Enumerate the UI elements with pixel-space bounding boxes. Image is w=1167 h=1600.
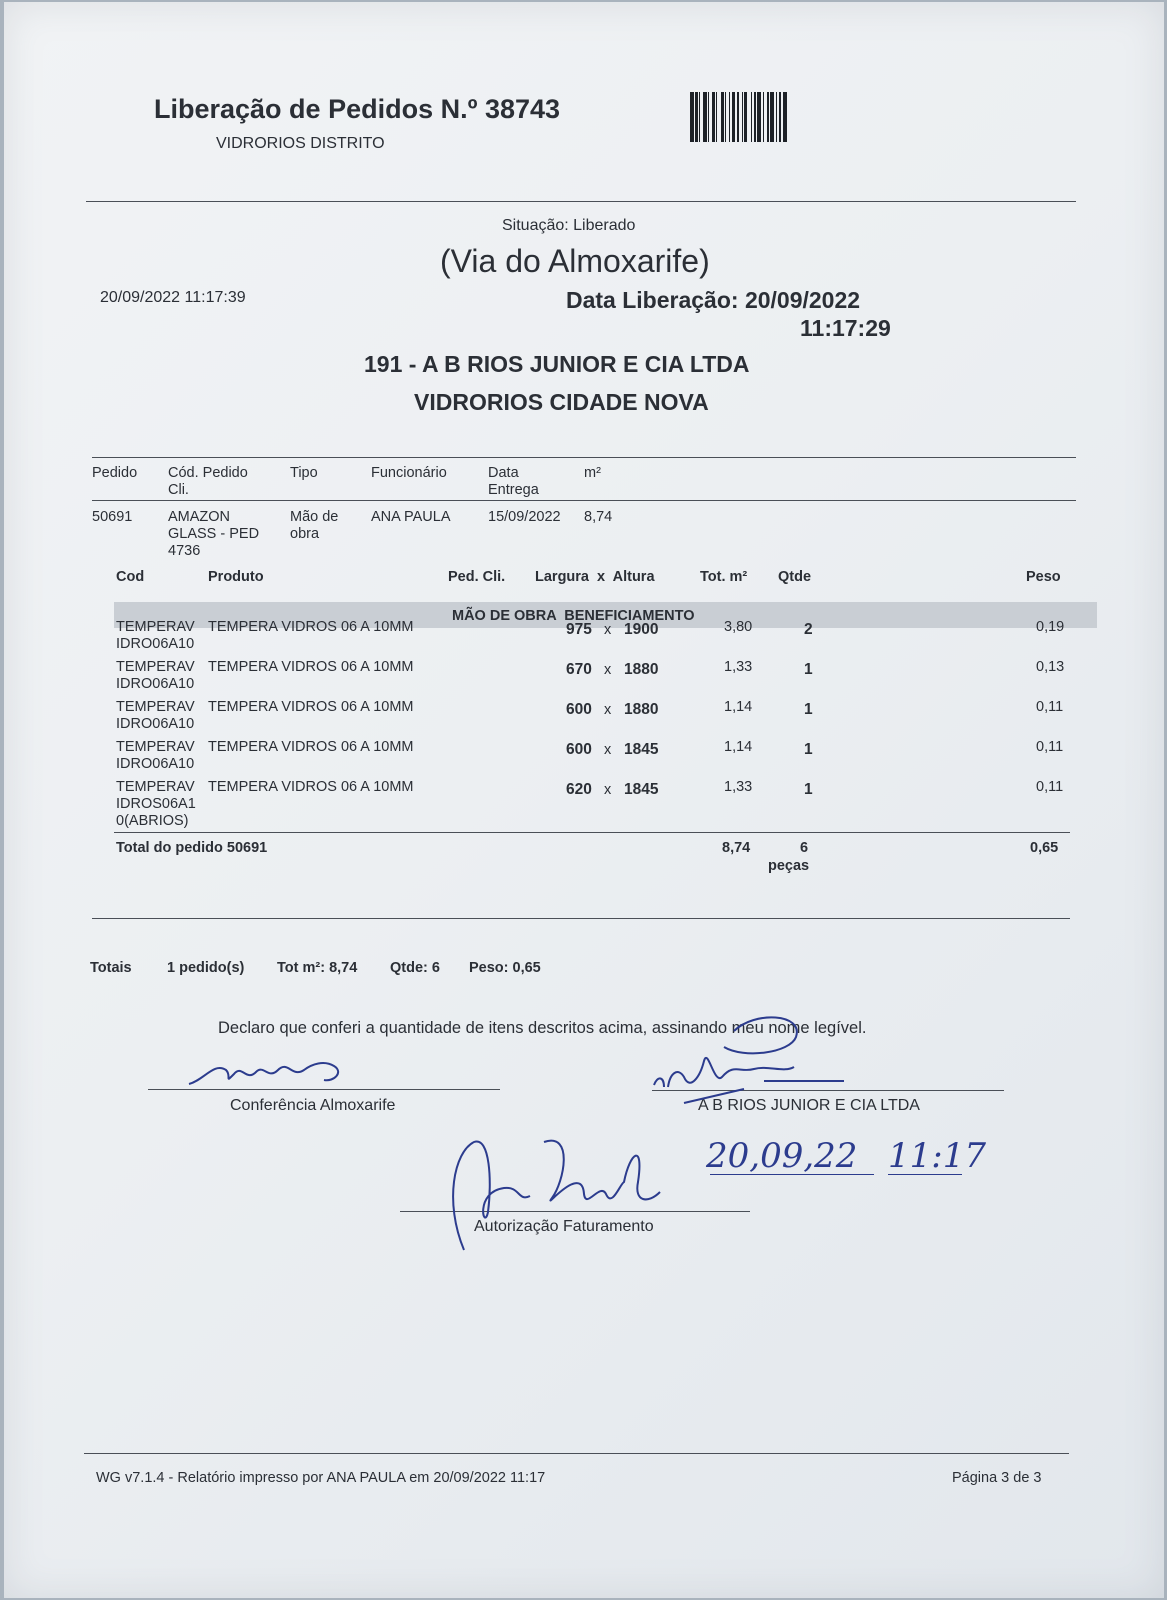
- item-cod-line2: IDRO06A10: [116, 636, 195, 652]
- items-header-cod: Cod: [116, 569, 145, 585]
- signature-label-left: Conferência Almoxarife: [230, 1097, 396, 1114]
- col-header-funcionario: Funcionário: [371, 465, 447, 481]
- footer-printed-by: WG v7.1.4 - Relatório impresso por ANA PAULA em 20/09/2022 11:17: [96, 1470, 546, 1486]
- item-totm2: 1,33: [724, 659, 753, 675]
- item-x: x: [604, 622, 612, 638]
- item-x: x: [604, 702, 612, 718]
- group-label: MÃO DE OBRA BENEFICIAMENTO: [452, 608, 695, 624]
- col-header-pedido: Pedido: [92, 465, 138, 481]
- item-totm2: 3,80: [724, 619, 753, 635]
- totals-divider: [92, 918, 1070, 919]
- item-cod-line1: TEMPERAV: [116, 659, 195, 675]
- order-funcionario: ANA PAULA: [371, 509, 451, 525]
- barcode: [690, 92, 866, 142]
- item-qtde: 2: [804, 621, 813, 638]
- order-tipo-line1: Mão de: [290, 509, 339, 525]
- item-produto: TEMPERA VIDROS 06 A 10MM: [208, 779, 414, 795]
- item-qtde: 1: [804, 701, 813, 718]
- item-peso: 0,11: [1036, 739, 1064, 755]
- totals-label: Totais: [90, 960, 132, 976]
- item-cod-line3: 0(ABRIOS): [116, 813, 189, 829]
- col-header-cod-pedido: Cód. Pedido: [168, 465, 248, 481]
- item-produto: TEMPERA VIDROS 06 A 10MM: [208, 659, 414, 675]
- order-pedido: 50691: [92, 509, 133, 525]
- item-cod-line2: IDRO06A10: [116, 716, 195, 732]
- item-cod-line1: TEMPERAV: [116, 739, 195, 755]
- item-produto: TEMPERA VIDROS 06 A 10MM: [208, 739, 414, 755]
- totals-pedidos: 1 pedido(s): [167, 960, 245, 976]
- order-table-header-divider: [92, 500, 1076, 501]
- item-cod-line1: TEMPERAV: [116, 619, 195, 635]
- item-largura: 600: [566, 701, 592, 718]
- client-name: 191 - A B RIOS JUNIOR E CIA LTDA: [364, 351, 750, 377]
- signature-label-center: Autorização Faturamento: [474, 1218, 654, 1235]
- item-largura: 600: [566, 741, 592, 758]
- item-peso: 0,11: [1036, 699, 1064, 715]
- item-peso: 0,11: [1036, 779, 1064, 795]
- item-altura: 1880: [624, 661, 659, 678]
- order-tipo-line2: obra: [290, 526, 320, 542]
- totals-peso: Peso: 0,65: [469, 960, 541, 976]
- release-time: 11:17:29: [800, 315, 891, 341]
- item-altura: 1845: [624, 741, 659, 758]
- footer-divider: [84, 1453, 1069, 1454]
- handwritten-time: 11:17: [888, 1136, 986, 1176]
- col-header-m2: m²: [584, 465, 601, 481]
- col-header-cli: Cli.: [168, 482, 189, 498]
- item-largura: 620: [566, 781, 592, 798]
- item-x: x: [604, 662, 612, 678]
- item-cod-line2: IDROS06A1: [116, 796, 196, 812]
- item-produto: TEMPERA VIDROS 06 A 10MM: [208, 699, 414, 715]
- item-totm2: 1,33: [724, 779, 753, 795]
- item-largura: 670: [566, 661, 592, 678]
- signature-scribble-left: [184, 1052, 364, 1092]
- item-x: x: [604, 782, 612, 798]
- item-largura: 975: [566, 621, 592, 638]
- signature-label-right: A B RIOS JUNIOR E CIA LTDA: [698, 1097, 920, 1114]
- signature-scribble-right: [644, 1007, 874, 1117]
- item-altura: 1880: [624, 701, 659, 718]
- document-page: [4, 2, 1164, 1598]
- item-peso: 0,13: [1036, 659, 1065, 675]
- release-date: Data Liberação: 20/09/2022: [566, 287, 861, 313]
- item-totm2: 1,14: [724, 699, 753, 715]
- item-produto: TEMPERA VIDROS 06 A 10MM: [208, 619, 414, 635]
- item-qtde: 1: [804, 741, 813, 758]
- order-cod-line3: 4736: [168, 543, 201, 559]
- printed-datetime: 20/09/2022 11:17:39: [100, 289, 246, 306]
- col-header-tipo: Tipo: [290, 465, 318, 481]
- items-header-dims: Largura x Altura: [535, 569, 655, 585]
- items-header-produto: Produto: [208, 569, 264, 585]
- handwritten-underline-date: [710, 1174, 874, 1175]
- order-total-m2: 8,74: [722, 840, 751, 856]
- totals-m2: Tot m²: 8,74: [277, 960, 358, 976]
- item-totm2: 1,14: [724, 739, 753, 755]
- copy-type-label: (Via do Almoxarife): [440, 243, 710, 279]
- order-total-qtde-unit: peças: [768, 858, 810, 874]
- order-total-label: Total do pedido 50691: [116, 840, 268, 856]
- order-m2: 8,74: [584, 509, 613, 525]
- situation-label: Situação: Liberado: [502, 217, 636, 234]
- declaration-text: Declaro que conferi a quantidade de itens descritos acima, assinando meu nome legível.: [218, 1019, 867, 1037]
- item-cod-line2: IDRO06A10: [116, 756, 195, 772]
- order-cod-line2: GLASS - PED: [168, 526, 260, 542]
- item-cod-line1: TEMPERAV: [116, 779, 195, 795]
- order-total-qtde: 6: [800, 840, 809, 856]
- handwritten-underline-time: [888, 1174, 962, 1175]
- barcode-bar: [787, 92, 788, 142]
- item-cod-line1: TEMPERAV: [116, 699, 195, 715]
- order-table-top-divider: [92, 457, 1076, 458]
- item-x: x: [604, 742, 612, 758]
- handwritten-date: 20,09,22: [706, 1136, 858, 1176]
- company-name: VIDRORIOS DISTRITO: [216, 135, 385, 152]
- item-qtde: 1: [804, 661, 813, 678]
- items-total-divider: [114, 832, 1070, 833]
- item-altura: 1845: [624, 781, 659, 798]
- items-header-peso: Peso: [1026, 569, 1061, 585]
- col-header-data: Data: [488, 465, 519, 481]
- signature-scribble-center: [434, 1122, 674, 1262]
- item-altura: 1900: [624, 621, 659, 638]
- item-qtde: 1: [804, 781, 813, 798]
- col-header-entrega: Entrega: [488, 482, 539, 498]
- header-divider: [86, 201, 1076, 202]
- totals-qtde: Qtde: 6: [390, 960, 440, 976]
- item-peso: 0,19: [1036, 619, 1065, 635]
- order-data: 15/09/2022: [488, 509, 561, 525]
- items-header-pedcli: Ped. Cli.: [448, 569, 506, 585]
- client-store: VIDRORIOS CIDADE NOVA: [414, 389, 709, 415]
- order-total-peso: 0,65: [1030, 840, 1059, 856]
- items-header-qtde: Qtde: [778, 569, 812, 585]
- footer-page-number: Página 3 de 3: [952, 1470, 1042, 1486]
- document-title: Liberação de Pedidos N.º 38743: [154, 94, 561, 124]
- order-cod-line1: AMAZON: [168, 509, 231, 525]
- item-cod-line2: IDRO06A10: [116, 676, 195, 692]
- items-header-totm2: Tot. m²: [700, 569, 748, 585]
